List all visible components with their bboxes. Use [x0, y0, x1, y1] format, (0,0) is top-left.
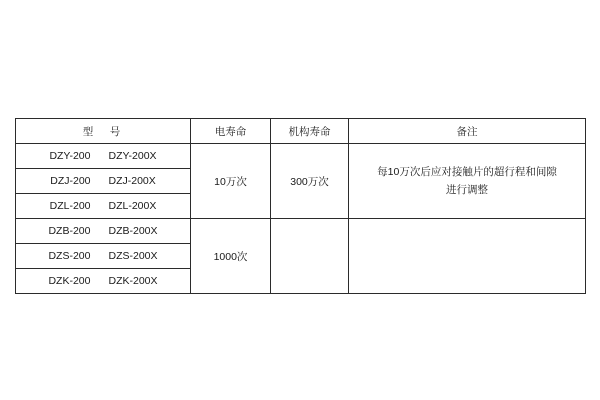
- model-code-variant: DZL-200X: [108, 200, 157, 212]
- spec-table-container: [15, 118, 585, 294]
- model-code-primary: DZB-200: [48, 225, 91, 237]
- model-cell: [16, 194, 191, 219]
- column-header-remarks: 备注: [349, 119, 586, 144]
- model-cell: [16, 219, 191, 244]
- table-row: [16, 219, 586, 244]
- table-header-row: [16, 119, 586, 144]
- model-cell: [16, 269, 191, 294]
- model-code-variant: DZB-200X: [108, 225, 158, 237]
- remarks-cell-empty: [349, 219, 586, 294]
- model-cell: [16, 169, 191, 194]
- electrical-life-value-bottom: 1000次: [191, 219, 271, 294]
- model-code-variant: DZY-200X: [108, 150, 157, 162]
- mechanical-life-value: 300万次: [271, 144, 349, 219]
- model-code-primary: DZK-200: [48, 275, 91, 287]
- column-header-electrical-life: 电寿命: [191, 119, 271, 144]
- specification-table: [15, 118, 586, 294]
- mechanical-life-empty: [271, 219, 349, 294]
- model-cell: [16, 244, 191, 269]
- model-code-variant: DZK-200X: [108, 275, 158, 287]
- model-cell: [16, 144, 191, 169]
- remarks-line-2: 进行调整: [446, 184, 488, 196]
- remarks-cell: [349, 144, 586, 219]
- column-header-model: 型 号: [16, 119, 191, 144]
- model-code-variant: DZS-200X: [108, 250, 158, 262]
- model-code-primary: DZS-200: [48, 250, 91, 262]
- model-code-primary: DZJ-200: [50, 175, 91, 187]
- remarks-line-1: 每10万次后应对接触片的超行程和间隙: [377, 165, 557, 178]
- model-code-primary: DZL-200: [49, 200, 91, 212]
- electrical-life-value-top: 10万次: [191, 144, 271, 219]
- model-code-variant: DZJ-200X: [108, 175, 156, 187]
- table-row: [16, 144, 586, 169]
- column-header-mechanical-life: 机构寿命: [271, 119, 349, 144]
- model-code-primary: DZY-200: [49, 150, 91, 162]
